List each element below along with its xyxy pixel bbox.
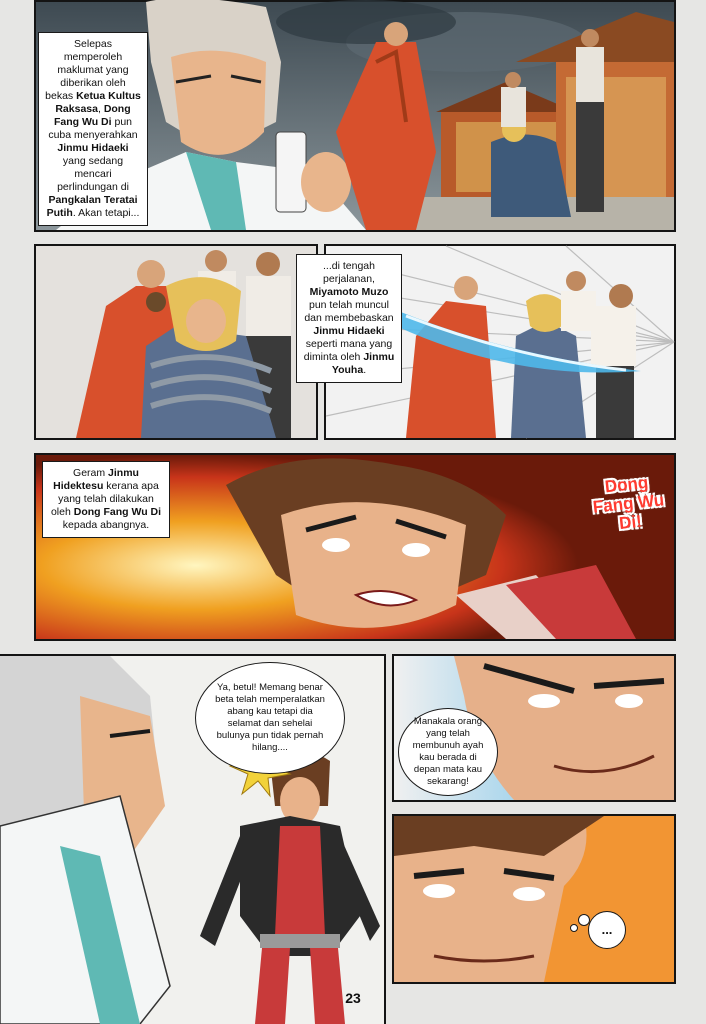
panel-2 — [34, 244, 318, 440]
panel-1-caption — [38, 32, 148, 226]
caption-segment: Geram — [73, 467, 109, 479]
caption-name: Miyamoto Muzo — [309, 286, 389, 298]
thought-bubble — [588, 911, 626, 949]
page-number: 23 — [345, 990, 361, 1006]
caption-text — [51, 467, 161, 531]
panel-2-art — [36, 246, 316, 438]
caption-segment: pun cuba menyerahkan — [48, 116, 138, 141]
speech-bubble — [398, 708, 498, 796]
caption-name: Dong Fang Wu Di — [54, 103, 131, 128]
caption-segment: . — [363, 364, 367, 376]
bubble-text: Ya, betul! Memang benar beta telah memperalatkan abang kau tetapi dia selamat dan sehelai bulunya pun tidak pernah hilang.... — [215, 682, 325, 753]
caption-segment: kepada abangnya. — [62, 519, 150, 531]
caption-segment: seperti mana yang diminta oleh — [303, 338, 393, 363]
caption-segment: . Akan tetapi... — [72, 207, 140, 219]
caption-name: Jinmu Hidektesu — [53, 467, 139, 492]
panel-6 — [392, 654, 676, 802]
panel-1 — [34, 0, 676, 232]
caption-segment: pun telah muncul dan membebaskan — [304, 299, 394, 324]
panel-7 — [392, 814, 676, 984]
caption-segment: , — [97, 103, 104, 115]
thought-bubble-tail — [578, 914, 590, 926]
panel-7-art — [394, 816, 674, 982]
caption-segment: Selepas memperoleh maklumat yang diberikan oleh bekas — [45, 38, 129, 102]
speech-bubble — [195, 662, 345, 774]
caption-text — [304, 260, 394, 376]
thought-bubble-tail — [570, 924, 578, 932]
bubble-text: Manakala orang yang telah membunuh ayah kau berada di depan mata kau sekarang! — [412, 716, 484, 787]
caption-segment: ...di tengah perjalanan, — [323, 260, 375, 285]
panel-3 — [303, 244, 676, 440]
caption-name: Ketua Kultus Raksasa — [55, 90, 141, 115]
caption-name: Jinmu Youha — [331, 351, 395, 376]
panel-5 — [0, 654, 386, 1024]
panel-4 — [34, 453, 676, 641]
bubble-text: ... — [601, 922, 613, 937]
caption-text — [45, 38, 141, 219]
panel-3-caption — [296, 254, 402, 383]
shout-sfx: Dong Fang Wu Di! — [591, 472, 666, 534]
caption-name: Jinmu Hidaeki — [57, 142, 129, 154]
caption-name: Pangkalan Teratai Putih — [46, 194, 138, 219]
caption-name: Jinmu Hidaeki — [313, 325, 385, 337]
caption-segment: kerana apa yang telah dilakukan oleh — [50, 480, 159, 518]
panel-4-caption — [42, 461, 170, 538]
caption-name: Dong Fang Wu Di — [73, 506, 162, 518]
caption-segment: yang sedang mencari perlindungan di — [57, 155, 129, 193]
